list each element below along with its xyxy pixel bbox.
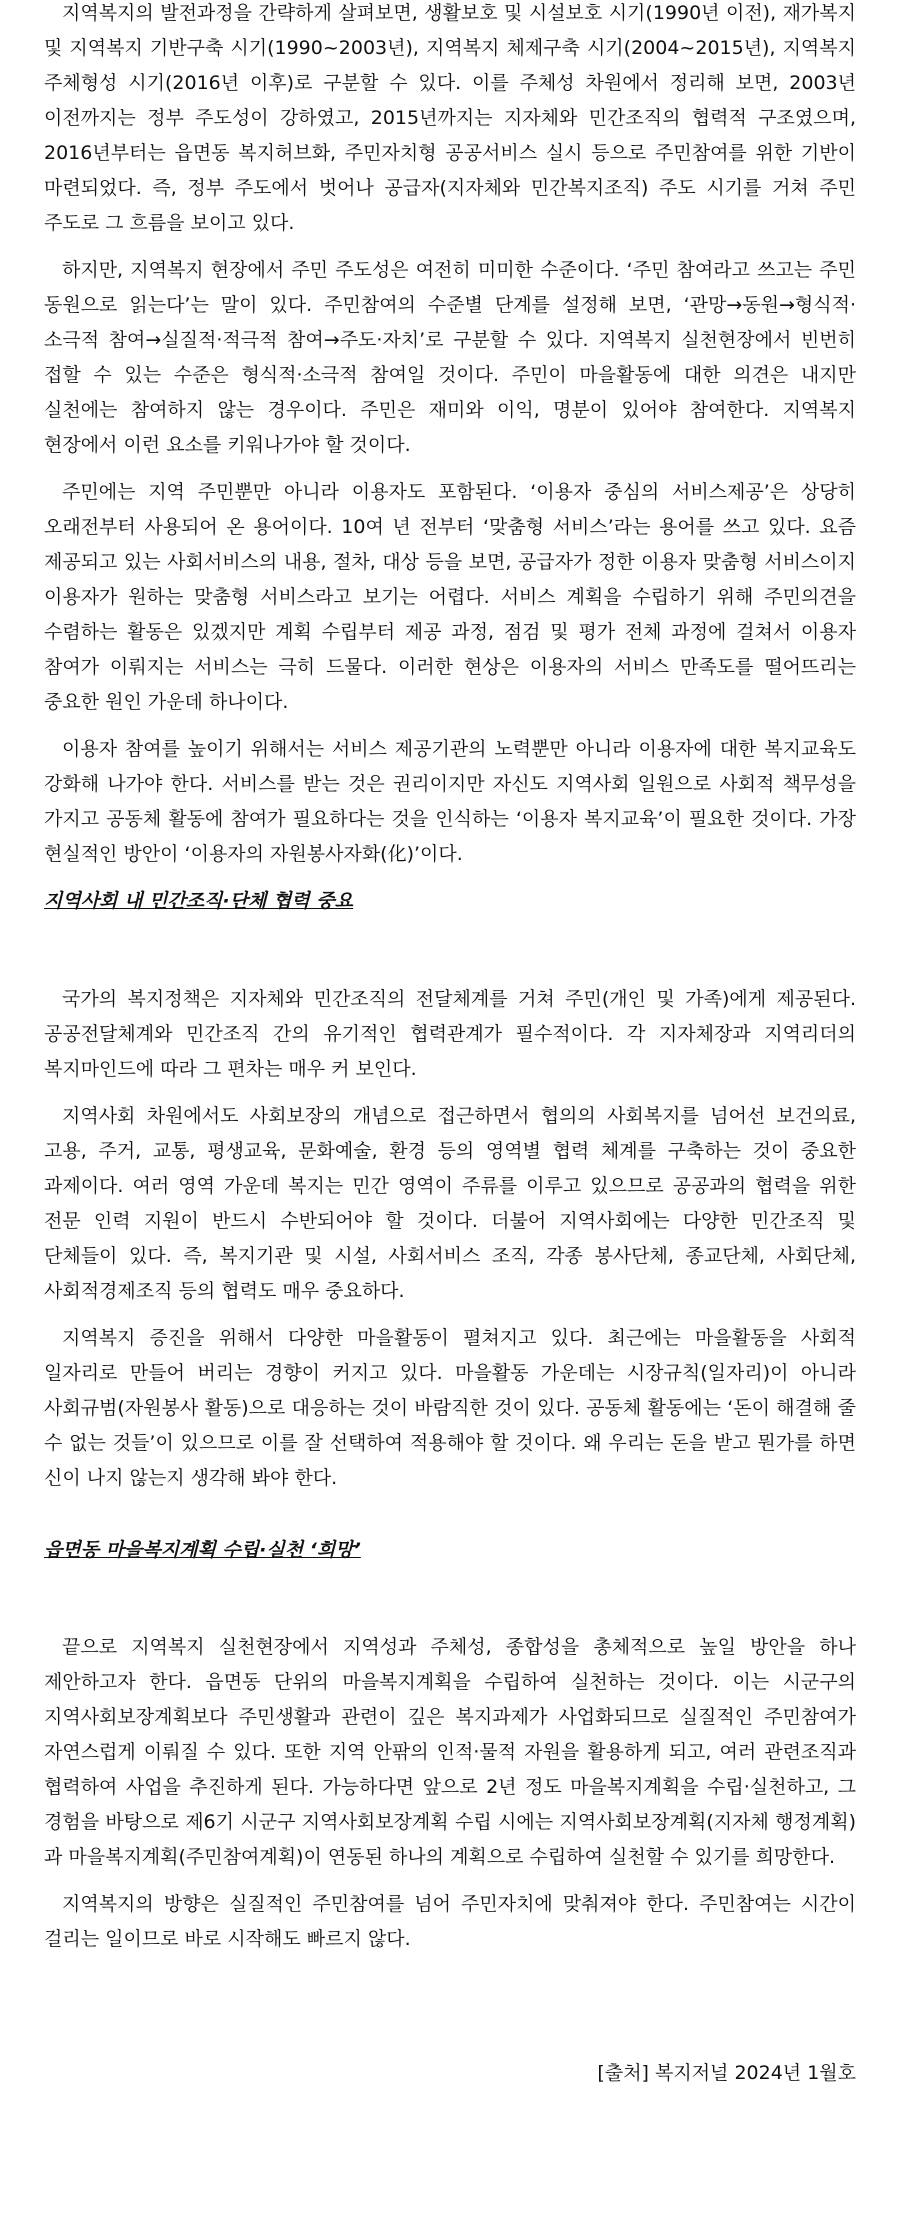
section-heading-cooperation-wrap xyxy=(44,886,856,913)
source-citation: [출처] 복지저널 2024년 1월호 xyxy=(597,2062,856,2084)
section-heading-plan-wrap xyxy=(44,1535,856,1562)
cooperation-paragraph-1: 국가의 복지정책은 지자체와 민간조직의 전달체계를 거쳐 주민(개인 및 가족)에게 제공된다. 공공전달체계와 민간조직 간의 유기적인 협력관계가 필수적이다. 각 지자체장과 지역리더의 복지마인드에 따라 그 편차는 매우 커 보인다. xyxy=(44,988,856,1080)
intro-paragraph-4: 이용자 참여를 높이기 위해서는 서비스 제공기관의 노력뿐만 아니라 이용자에 대한 복지교육도 강화해 나가야 한다. 서비스를 받는 것은 권리이지만 자신도 지역사회 일원으로 사회적 책무성을 가지고 공동체 활동에 참여가 필요하다는 것을 인식하는 ‘이용자 복지교육’이 필요한 것이다. 가장 현실적인 방안이 ‘이용자의 자원봉사자화(化)’이다. xyxy=(44,738,856,865)
intro-paragraph-1: 지역복지의 발전과정을 간략하게 살펴보면, 생활보호 및 시설보호 시기(1990년 이전), 재가복지 및 지역복지 기반구축 시기(1990~2003년), 지역복지 체제구축 시기(2004~2015년), 지역복지 주체형성 시기(2016년 이후)로 구분할 수 있다. 이를 주체성 차원에서 정리해 보면, 2003년 이전까지는 정부 주도성이 강하였고, 2015년까지는 지자체와 민간조직의 협력적 구조였으며, 2016년부터는 읍면동 복지허브화, 주민자치형 공공서비스 실시 등으로 주민참여를 위한 기반이 마련되었다. 즉, 정부 주도에서 벗어나 공급자(지자체와 민간복지조직) 주도 시기를 거쳐 주민 주도로 그 흐름을 보이고 있다. xyxy=(44,2,856,234)
plan-paragraph-1: 끝으로 지역복지 실천현장에서 지역성과 주체성, 종합성을 총체적으로 높일 방안을 하나 제안하고자 한다. 읍면동 단위의 마을복지계획을 수립하여 실천하는 것이다. 이는 시군구의 지역사회보장계획보다 주민생활과 관련이 깊은 복지과제가 사업화되므로 실질적인 주민참여가 자연스럽게 이뤄질 수 있다. 또한 지역 안팎의 인적·물적 자원을 활용하게 되고, 여러 관련조직과 협력하여 사업을 추진하게 된다. 가능하다면 앞으로 2년 정도 마을복지계획을 수립·실천하고, 그 경험을 바탕으로 제6기 시군구 지역사회보장계획 수립 시에는 지역사회보장계획(지자체 행정계획)과 마을복지계획(주민참여계획)이 연동된 하나의 계획으로 수립하여 실천할 수 있기를 희망한다. xyxy=(44,1636,856,1868)
cooperation-paragraph-3: 지역복지 증진을 위해서 다양한 마을활동이 펼쳐지고 있다. 최근에는 마을활동을 사회적 일자리로 만들어 버리는 경향이 커지고 있다. 마을활동 가운데는 시장규칙(일자리)이 아니라 사회규범(자원봉사 활동)으로 대응하는 것이 바람직한 것이 있다. 공동체 활동에는 ‘돈이 해결해 줄 수 없는 것들’이 있으므로 이를 잘 선택하여 적용해야 할 것이다. 왜 우리는 돈을 받고 뭔가를 하면 신이 나지 않는지 생각해 봐야 한다. xyxy=(44,1327,856,1489)
section-heading-cooperation: 지역사회 내 민간조직·단체 협력 중요 xyxy=(44,890,353,912)
plan-section xyxy=(44,1630,856,1969)
cooperation-section xyxy=(44,982,856,1508)
source-wrap xyxy=(44,2058,856,2085)
intro-paragraph-3: 주민에는 지역 주민뿐만 아니라 이용자도 포함된다. ‘이용자 중심의 서비스제공’은 상당히 오래전부터 사용되어 온 용어이다. 10여 년 전부터 ‘맞춤형 서비스’라는 용어를 쓰고 있다. 요즘 제공되고 있는 사회서비스의 내용, 절차, 대상 등을 보면, 공급자가 정한 이용자 맞춤형 서비스이지 이용자가 원하는 맞춤형 서비스라고 보기는 어렵다. 서비스 계획을 수립하기 위해 주민의견을 수렴하는 활동은 있겠지만 계획 수립부터 제공 과정, 점검 및 평가 전체 과정에 걸쳐서 이용자 참여가 이뤄지는 서비스는 극히 드물다. 이러한 현상은 이용자의 서비스 만족도를 떨어뜨리는 중요한 원인 가운데 하나이다. xyxy=(44,481,856,713)
section-heading-plan: 읍면동 마을복지계획 수립·실천 ‘희망’ xyxy=(44,1539,361,1561)
intro-section xyxy=(44,0,856,884)
cooperation-paragraph-2: 지역사회 차원에서도 사회보장의 개념으로 접근하면서 협의의 사회복지를 넘어선 보건의료, 고용, 주거, 교통, 평생교육, 문화예술, 환경 등의 영역별 협력 체계를 구축하는 것이 중요한 과제이다. 여러 영역 가운데 복지는 민간 영역이 주류를 이루고 있으므로 공공과의 협력을 위한 전문 인력 지원이 반드시 수반되어야 할 것이다. 더불어 지역사회에는 다양한 민간조직 및 단체들이 있다. 즉, 복지기관 및 시설, 사회서비스 조직, 각종 봉사단체, 종교단체, 사회단체, 사회적경제조직 등의 협력도 매우 중요하다. xyxy=(44,1105,856,1302)
intro-paragraph-2: 하지만, 지역복지 현장에서 주민 주도성은 여전히 미미한 수준이다. ‘주민 참여라고 쓰고는 주민 동원으로 읽는다’는 말이 있다. 주민참여의 수준별 단계를 설정해 보면, ‘관망→동원→형식적·소극적 참여→실질적·적극적 참여→주도·자치’로 구분할 수 있다. 지역복지 실천현장에서 빈번히 접할 수 있는 수준은 형식적·소극적 참여일 것이다. 주민이 마을활동에 대한 의견은 내지만 실천에는 참여하지 않는 경우이다. 주민은 재미와 이익, 명분이 있어야 참여한다. 지역복지 현장에서 이런 요소를 키워나가야 할 것이다. xyxy=(44,259,856,456)
plan-paragraph-2: 지역복지의 방향은 실질적인 주민참여를 넘어 주민자치에 맞춰져야 한다. 주민참여는 시간이 걸리는 일이므로 바로 시작해도 빠르지 않다. xyxy=(44,1893,856,1950)
